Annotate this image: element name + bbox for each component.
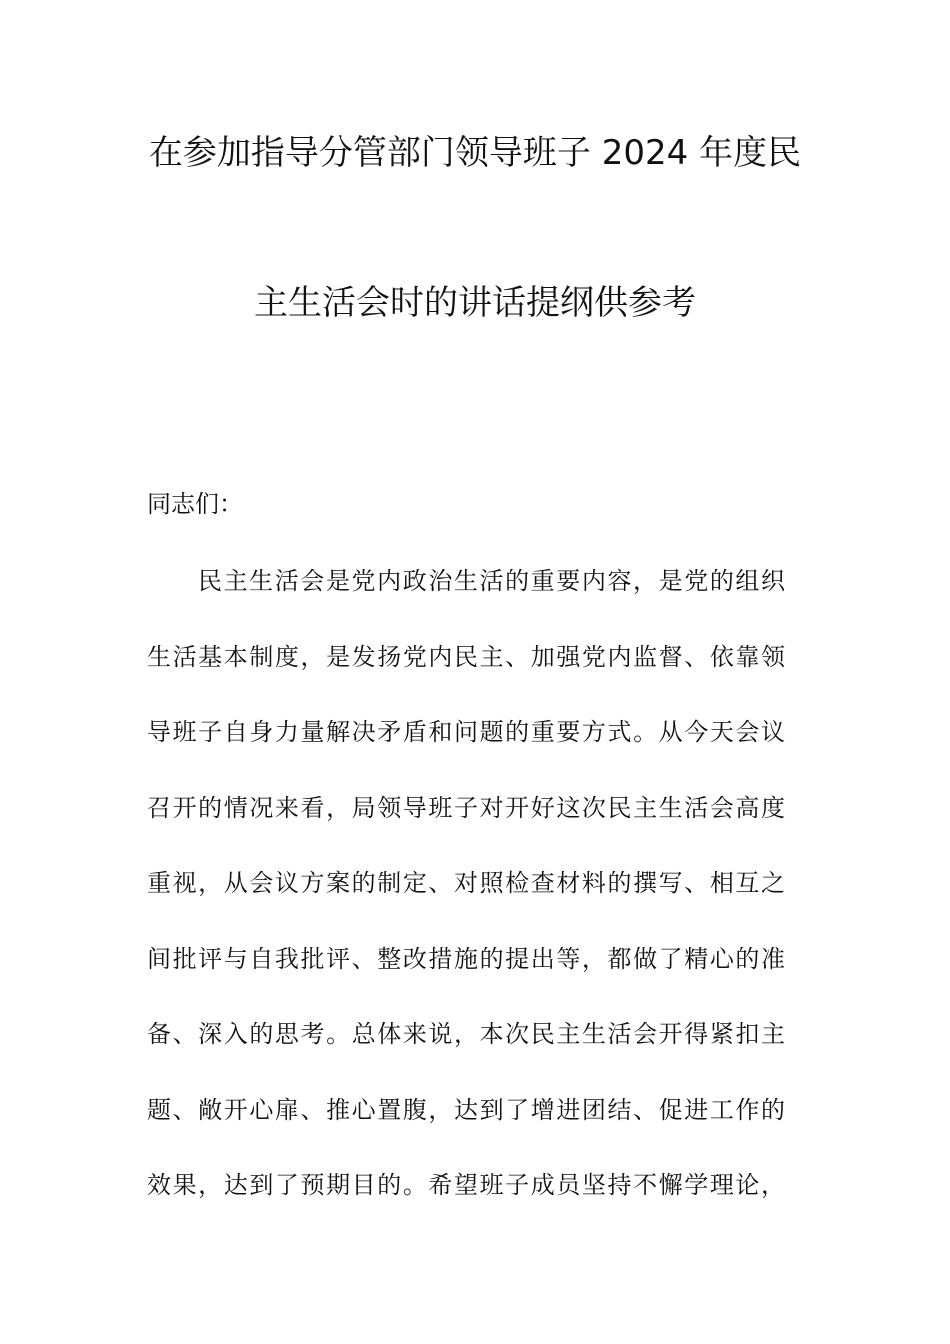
paragraph-line: 民主生活会是党内政治生活的重要内容，是党的组织 bbox=[198, 567, 785, 595]
paragraph-line: 间批评与自我批评、整改措施的提出等，都做了精心的准 bbox=[147, 945, 785, 973]
document-title-line-2: 主生活会时的讲话提纲供参考 bbox=[254, 283, 696, 323]
paragraph-line: 导班子自身力量解决矛盾和问题的重要方式。从今天会议 bbox=[147, 718, 785, 746]
salutation: 同志们： bbox=[147, 490, 243, 518]
paragraph-line: 召开的情况来看，局领导班子对开好这次民主生活会高度 bbox=[147, 794, 785, 822]
paragraph-line: 效果，达到了预期目的。希望班子成员坚持不懈学理论， bbox=[147, 1171, 785, 1199]
paragraph-line: 题、敞开心扉、推心置腹，达到了增进团结、促进工作的 bbox=[147, 1096, 785, 1124]
paragraph-line: 备、深入的思考。总体来说，本次民主生活会开得紧扣主 bbox=[147, 1020, 785, 1048]
document-title-line-1: 在参加指导分管部门领导班子 2024 年度民 bbox=[148, 133, 802, 173]
paragraph-line: 生活基本制度，是发扬党内民主、加强党内监督、依靠领 bbox=[147, 643, 785, 671]
paragraph-line: 重视，从会议方案的制定、对照检查材料的撰写、相互之 bbox=[147, 869, 785, 897]
